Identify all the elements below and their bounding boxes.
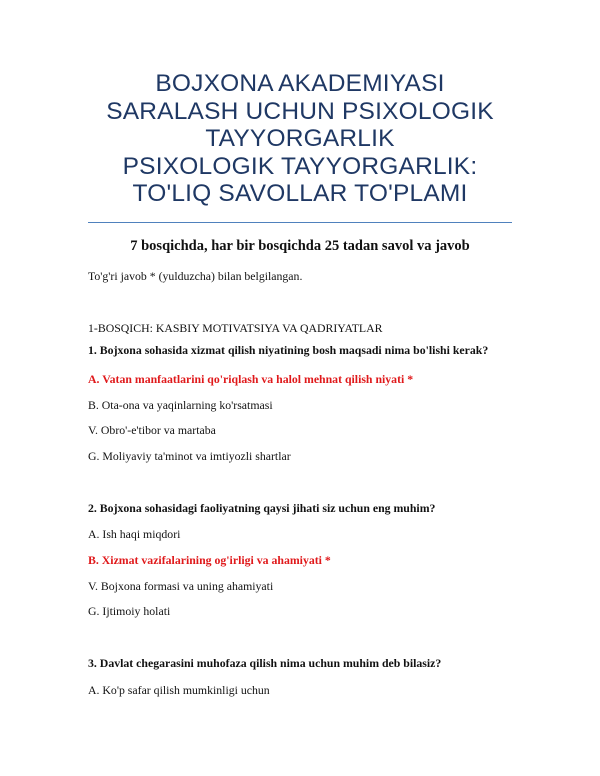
answer-key-note: To'g'ri javob * (yulduzcha) bilan belgilangan. — [88, 269, 303, 283]
question-text: 1. Bojxona sohasida xizmat qilish niyatining bosh maqsadi nima bo'lishi kerak? — [88, 343, 489, 357]
document-subtitle: 7 bosqichda, har bir bosqichda 25 tadan savol va javob — [130, 238, 470, 254]
answer-option: V. Obro'-e'tibor va martaba — [88, 423, 216, 437]
answer-option: G. Ijtimoiy holati — [88, 604, 171, 618]
answer-option: A. Ko'p safar qilish mumkinligi uchun — [88, 683, 270, 697]
title-line: BOJXONA AKADEMIYASI — [155, 70, 445, 97]
title-line: SARALASH UCHUN PSIXOLOGIK — [106, 97, 494, 125]
answer-option: V. Bojxona formasi va uning ahamiyati — [88, 579, 274, 593]
section-heading: 1-BOSQICH: KASBIY MOTIVATSIYA VA QADRIYATLAR — [88, 321, 383, 335]
document-title — [88, 70, 512, 208]
answer-option: G. Moliyaviy ta'minot va imtiyozli shartlar — [88, 449, 291, 463]
correct-answer-option: A. Vatan manfaatlarini qo'riqlash va halol mehnat qilish niyati * — [88, 372, 414, 386]
answer-option: A. Ish haqi miqdori — [88, 527, 181, 541]
title-line: TAYYORGARLIK — [205, 125, 395, 152]
question-text: 2. Bojxona sohasidagi faoliyatning qaysi jihati siz uchun eng muhim? — [88, 501, 436, 515]
question-text: 3. Davlat chegarasini muhofaza qilish nima uchun muhim deb bilasiz? — [88, 656, 442, 670]
title-divider — [88, 222, 512, 223]
answer-option: B. Ota-ona va yaqinlarning ko'rsatmasi — [88, 398, 273, 412]
correct-answer-option: B. Xizmat vazifalarining og'irligi va ahamiyati * — [88, 553, 331, 567]
title-line: TO'LIQ SAVOLLAR TO'PLAMI — [132, 180, 468, 207]
title-line: PSIXOLOGIK TAYYORGARLIK: — [122, 152, 478, 180]
